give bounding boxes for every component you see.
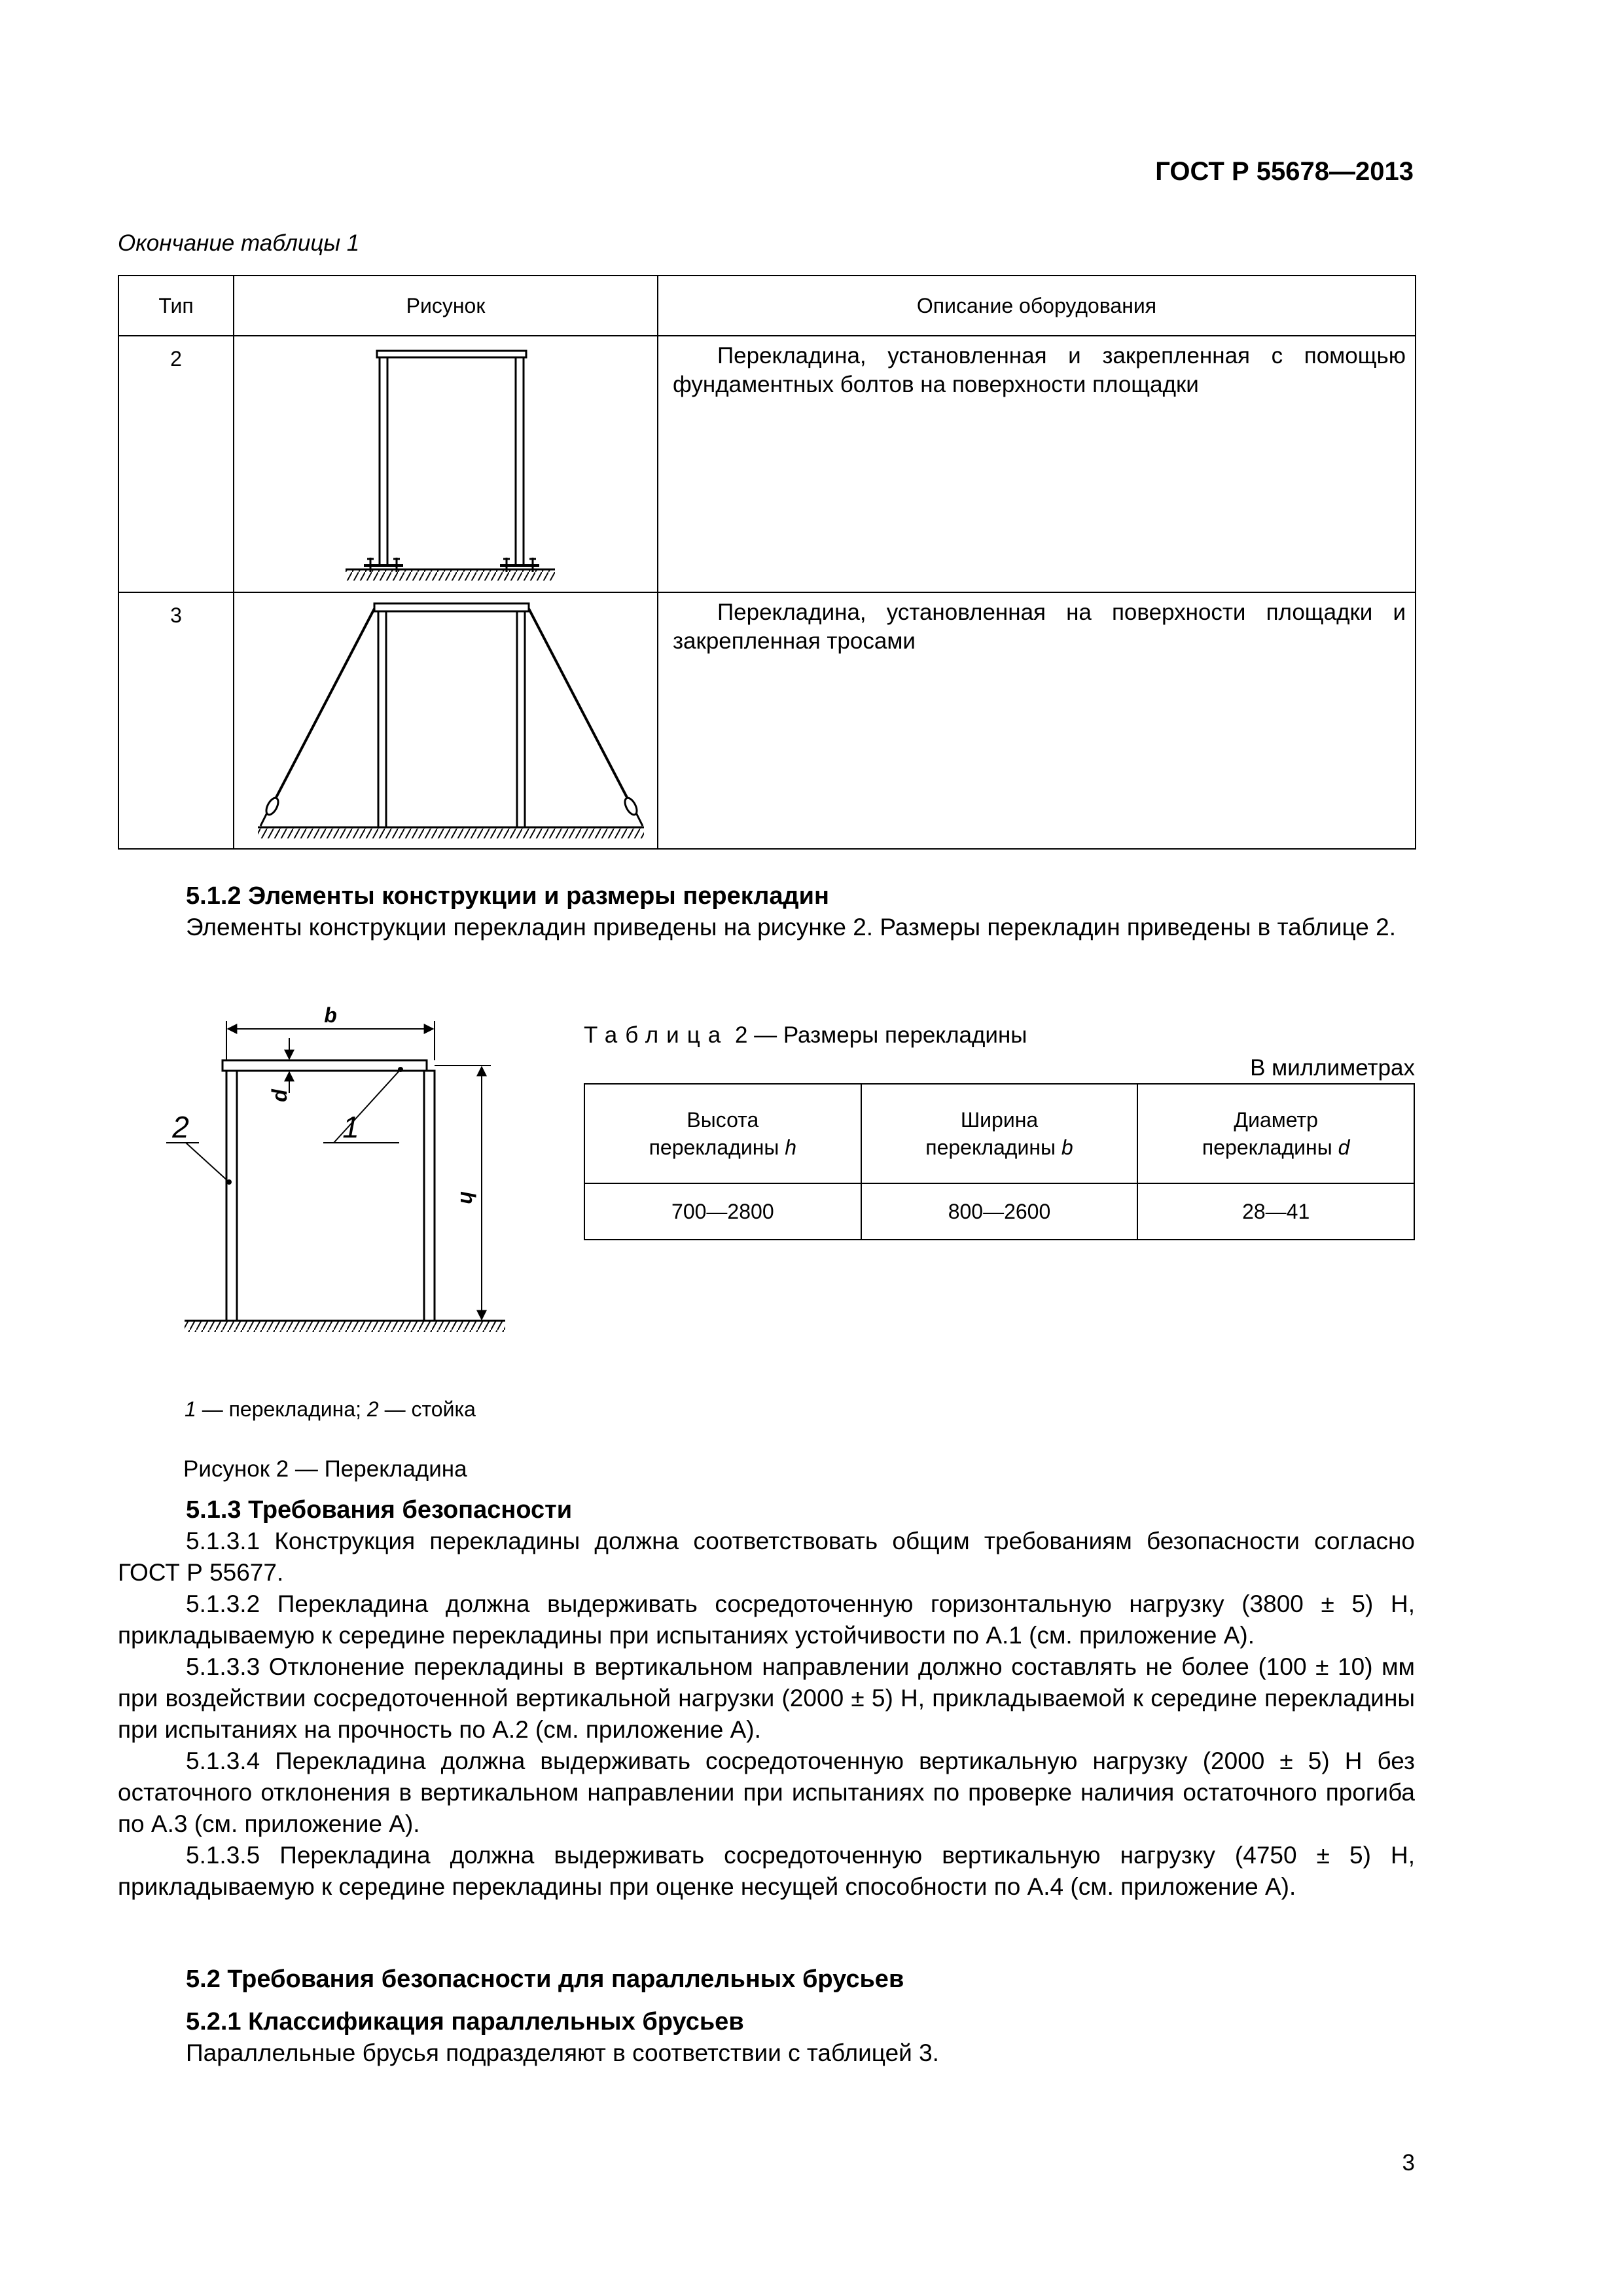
- header-var: b: [1061, 1136, 1073, 1159]
- header-line: Диаметр: [1234, 1108, 1318, 1132]
- section-heading: 5.1.2 Элементы конструкции и размеры перекладин: [186, 882, 829, 910]
- col-header-diameter: [1137, 1084, 1414, 1183]
- legend-number: 1: [185, 1397, 196, 1421]
- dim-label-b: b: [324, 1003, 337, 1027]
- col-header-width: [861, 1084, 1138, 1183]
- header-line: Ширина: [960, 1108, 1039, 1132]
- callout-2: 2: [172, 1110, 189, 1144]
- table-header-row: [584, 1084, 1414, 1183]
- paragraph: 5.1.3.4 Перекладина должна выдерживать сосредоточенную вертикальную нагрузку (2000 ± 5) Н без остаточного отклонения в вертикальном направлении при испытаниях по проверке наличия остаточного прогиба по А.3 (см. приложение А).: [118, 1748, 1415, 1837]
- row-description: [658, 336, 1416, 592]
- header-var: d: [1338, 1136, 1350, 1159]
- figure-cell: [234, 336, 658, 592]
- page-number: 3: [1402, 2150, 1415, 2176]
- bolted-bar-drawing: [234, 336, 657, 592]
- col-header-type: Тип: [118, 276, 234, 336]
- col-header-description: Описание оборудования: [658, 276, 1416, 336]
- header-line: перекладины: [1202, 1136, 1332, 1159]
- document-code: ГОСТ Р 55678—2013: [1155, 157, 1414, 186]
- row-description: [658, 592, 1416, 849]
- figure-cell: [234, 592, 658, 849]
- dim-label-h: h: [456, 1191, 480, 1204]
- table-header-row: [118, 276, 1416, 336]
- paragraph: 5.1.3.2 Перекладина должна выдерживать сосредоточенную горизонтальную нагрузку (3800 ± 5) Н, прикладываемую к середине перекладины при испытаниях устойчивости по А.1 (см. приложение А).: [118, 1590, 1415, 1649]
- description-text: Перекладина, установленная и закрепленная с помощью фундаментных болтов на поверхности площадки: [673, 343, 1406, 397]
- figure-2-drawing: [118, 988, 550, 1361]
- dimensions-table: [584, 1083, 1415, 1240]
- section-heading: 5.2 Требования безопасности для параллельных брусьев: [186, 1965, 904, 1993]
- table-row: [118, 336, 1416, 592]
- row-type: 2: [118, 336, 234, 592]
- col-header-figure: Рисунок: [234, 276, 658, 336]
- description-text: Перекладина, установленная на поверхности площадки и закрепленная тросами: [673, 600, 1406, 654]
- table-2-title: [584, 1022, 1027, 1049]
- row-type: 3: [118, 592, 234, 849]
- value-diameter: 28—41: [1137, 1183, 1414, 1240]
- figure-caption: Рисунок 2 — Перекладина: [183, 1456, 467, 1482]
- header-var: h: [785, 1136, 797, 1159]
- legend-number: 2: [366, 1397, 379, 1421]
- equipment-table: [118, 275, 1416, 850]
- paragraph: 5.1.3.1 Конструкция перекладины должна соответствовать общим требованиям безопасности согласно ГОСТ Р 55677.: [118, 1528, 1415, 1586]
- header-line: Высота: [687, 1108, 759, 1132]
- value-height: 700—2800: [584, 1183, 861, 1240]
- callout-1: 1: [342, 1110, 359, 1144]
- paragraph: Параллельные брусья подразделяют в соответствии с таблицей 3.: [186, 2039, 939, 2066]
- col-header-height: [584, 1084, 861, 1183]
- table-title-text: 2 — Размеры перекладины: [728, 1022, 1027, 1048]
- section-5-1-3: [118, 1494, 1415, 1903]
- table-units: В миллиметрах: [1250, 1055, 1415, 1081]
- value-width: 800—2600: [861, 1183, 1138, 1240]
- legend-text: — перекладина;: [196, 1397, 367, 1421]
- section-5-2-1: [118, 2006, 1415, 2069]
- section-heading: 5.2.1 Классификация параллельных брусьев: [186, 2008, 744, 2036]
- header-line: перекладины: [925, 1136, 1056, 1159]
- paragraph: 5.1.3.3 Отклонение перекладины в вертикальном направлении должно составлять не более (100 ± 10) мм при воздействии сосредоточенной вертикальной нагрузки (2000 ± 5) Н, прикладываемой к середине перекладины при испытаниях на прочность по А.2 (см. приложение А).: [118, 1653, 1415, 1743]
- paragraph: 5.1.3.5 Перекладина должна выдерживать сосредоточенную вертикальную нагрузку (4750 ± 5) Н, прикладываемую к середине перекладины при оценке несущей способности по А.4 (см. приложение А).: [118, 1842, 1415, 1900]
- section-heading: 5.1.3 Требования безопасности: [186, 1496, 573, 1524]
- table-row: [584, 1183, 1414, 1240]
- paragraph: Элементы конструкции перекладин приведены на рисунке 2. Размеры перекладин приведены в таблице 2.: [186, 914, 1396, 941]
- table-continuation-label: Окончание таблицы 1: [118, 230, 360, 256]
- dim-label-d: d: [268, 1089, 291, 1102]
- cable-stayed-bar-drawing: [234, 593, 657, 848]
- figure-legend: [185, 1397, 476, 1422]
- legend-text: — стойка: [378, 1397, 476, 1421]
- table-row: [118, 592, 1416, 849]
- table-word: Таблица: [584, 1022, 729, 1048]
- header-line: перекладины: [649, 1136, 779, 1159]
- section-5-1-2: [118, 880, 1415, 943]
- section-5-2: [118, 1964, 1415, 1995]
